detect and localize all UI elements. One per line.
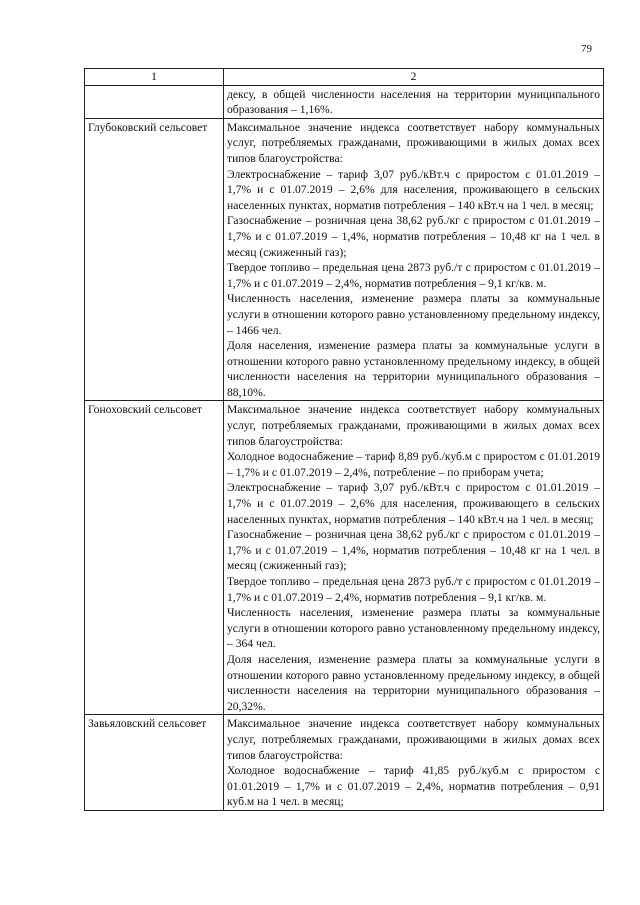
paragraph: Твердое топливо – предельная цена 2873 руб./т с приростом с 01.01.2019 – 1,7% и с 01.07.2019 – 2,4%, норматив потребления – 9,1 кг/кв. м.	[227, 261, 600, 290]
municipality-cell	[85, 85, 224, 118]
table-row	[85, 715, 604, 811]
page-number: 79	[581, 43, 592, 55]
description-cell	[224, 715, 604, 811]
paragraph: Электроснабжение – тариф 3,07 руб./кВт.ч с приростом с 01.01.2019 – 1,7% и с 01.07.2019 – 2,6% для населения, проживающего в сельских населенных пунктах, норматив потребления – 140 кВт.ч на 1 чел. в месяц;	[227, 167, 600, 212]
municipality-cell: Глубоковский сельсовет	[85, 118, 224, 401]
table-header-row	[85, 69, 604, 86]
paragraph: Численность населения, изменение размера платы за коммунальные услуги в отношении которого равно установленному предельному индексу, – 1466 чел.	[227, 292, 600, 337]
header-col-1: 1	[85, 69, 224, 86]
paragraph: Электроснабжение – тариф 3,07 руб./кВт.ч с приростом с 01.01.2019 – 1,7% и с 01.07.2019 – 2,6% для населения, проживающего в сельских населенных пунктах, норматив потребления – 140 кВт.ч на 1 чел. в месяц;	[227, 481, 600, 526]
paragraph: Твердое топливо – предельная цена 2873 руб./т с приростом с 01.01.2019 – 1,7% и с 01.07.2019 – 2,4%, норматив потребления – 9,1 кг/кв. м.	[227, 575, 600, 604]
table-row	[85, 85, 604, 118]
paragraph: Максимальное значение индекса соответствует набору коммунальных услуг, потребляемых гражданами, проживающими в жилых домах всех типов благоустройства:	[227, 717, 600, 762]
paragraph: Холодное водоснабжение – тариф 41,85 руб./куб.м с приростом с 01.01.2019 – 1,7% и с 01.07.2019 – 2,4%, норматив потребления – 0,91 куб.м на 1 чел. в месяц;	[227, 764, 600, 809]
paragraph: Численность населения, изменение размера платы за коммунальные услуги в отношении которого равно установленному предельному индексу, – 364 чел.	[227, 606, 600, 651]
municipality-cell: Гоноховский сельсовет	[85, 401, 224, 715]
table-row	[85, 401, 604, 715]
description-cell	[224, 401, 604, 715]
description-cell	[224, 85, 604, 118]
paragraph: Холодное водоснабжение – тариф 8,89 руб./куб.м с приростом с 01.01.2019 – 1,7% и с 01.07.2019 – 2,4%, потребление – по приборам учета;	[227, 450, 600, 479]
paragraph: Газоснабжение – розничная цена 38,62 руб./кг с приростом с 01.01.2019 – 1,7% и с 01.07.2019 – 1,4%, норматив потребления – 10,48 кг на 1 чел. в месяц (сжиженный газ);	[227, 214, 600, 259]
table-row	[85, 118, 604, 401]
paragraph: Максимальное значение индекса соответствует набору коммунальных услуг, потребляемых гражданами, проживающими в жилых домах всех типов благоустройства:	[227, 120, 600, 165]
description-cell	[224, 118, 604, 401]
paragraph: Доля населения, изменение размера платы за коммунальные услуги в отношении которого равно установленному предельному индексу, в общей численности населения на территории муниципального образования – 88,10%.	[227, 339, 600, 399]
paragraph: дексу, в общей численности населения на территории муниципального образования – 1,16%.	[227, 87, 600, 117]
paragraph: Максимальное значение индекса соответствует набору коммунальных услуг, потребляемых гражданами, проживающими в жилых домах всех типов благоустройства:	[227, 403, 600, 448]
tariff-table	[84, 68, 604, 811]
header-col-2: 2	[224, 69, 604, 86]
municipality-cell: Завьяловский сельсовет	[85, 715, 224, 811]
paragraph: Доля населения, изменение размера платы за коммунальные услуги в отношении которого равно установленному предельному индексу, в общей численности населения на территории муниципального образования – 20,32%.	[227, 652, 600, 713]
paragraph: Газоснабжение – розничная цена 38,62 руб./кг с приростом с 01.01.2019 – 1,7% и с 01.07.2019 – 1,4%, норматив потребления – 10,48 кг на 1 чел. в месяц (сжиженный газ);	[227, 528, 600, 573]
